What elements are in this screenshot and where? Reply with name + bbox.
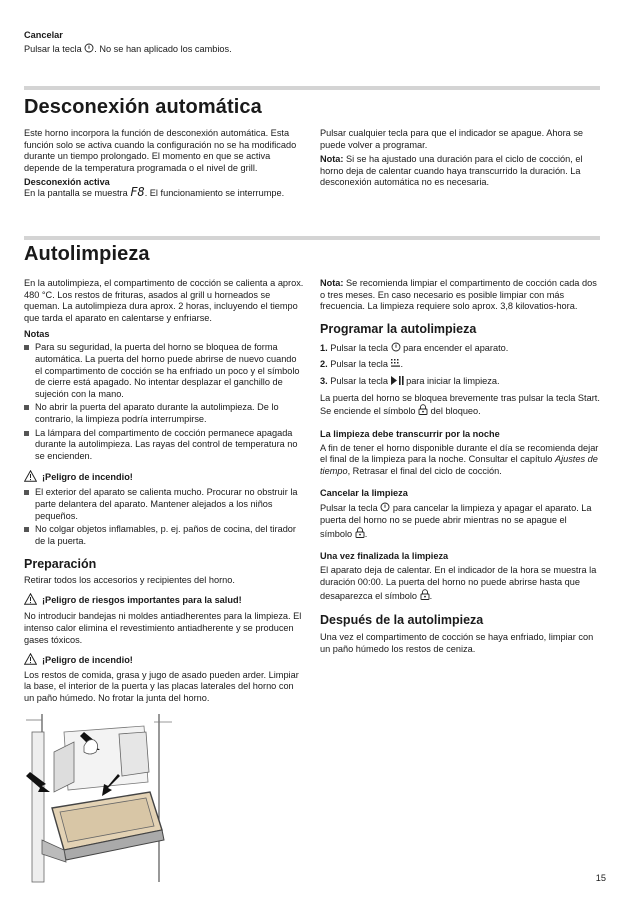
page-number: 15 [595,873,606,883]
desconexion-left [24,128,306,200]
warning-fire-2: ¡Peligro de incendio! [24,653,306,667]
list-item: La lámpara del compartimento de cocción permanece apagada durante la autolimpieza. Las rayas del control de temperatura no se encienden. [24,428,306,463]
oven-cleaning-illustration [24,712,174,887]
warning-health: ¡Peligro de riesgos importantes para la salud! [24,593,306,607]
section-divider [24,86,600,90]
cancelar-limpieza-text: Pulsar la tecla para cancelar la limpieza y apagar el aparato. La puerta del horno no se puede abrir mientras no se apague el símbolo . [320,502,600,542]
despues-text: Una vez el compartimento de cocción se haya enfriado, limpiar con un paño húmedo los restos de ceniza. [320,632,594,654]
list-item: El exterior del aparato se calienta mucho. Procurar no obstruir la parte delantera del aparato. Mantener alejados a los niños pequeños. [24,487,306,522]
lock-icon [420,589,430,604]
step-3: 3. Pulsar la tecla para iniciar la limpieza. [320,376,600,389]
warning-icon [24,593,37,607]
desconexion-activa-title: Desconexión activa [24,177,110,188]
cancelar-text: Pulsar la tecla . No se han aplicado los cambios. [24,43,424,57]
list-item: No colgar objetos inflamables, p. ej. paños de cocina, del tirador de la puerta. [24,524,306,547]
warning-icon [24,470,37,484]
despues-title: Después de la autolimpieza [320,613,484,628]
cancelar-title: Cancelar [24,30,63,40]
desconexion-paragraph: Este horno incorpora la función de desconexión automática. Esta función solo se activa cuando la configuración no se ha modificado durante un tiempo prolongado. El momento en que se activa depende de la temperatura programada o el nivel de grill. [24,128,297,173]
power-icon [391,342,401,356]
section-divider [24,236,600,240]
start-pause-icon [391,376,404,389]
cancelar-limpieza-title: Cancelar la limpieza [320,487,408,498]
notas-title: Notas [24,329,50,340]
warning-fire-1: ¡Peligro de incendio! [24,470,306,484]
autolimpieza-right [320,278,600,655]
list-item: Para su seguridad, la puerta del horno se bloquea de forma automática. La puerta del horno puede abrirse de nuevo cuando el compartimento de cocción se ha enfriado un poco y el símbolo de cierre está apagado. No intentar desplazar el ganchillo de sujeción con la mano. [24,342,306,400]
lock-icon [355,527,365,542]
desconexion-activa-text: En la pantalla se muestra F8. El funcionamiento se interrumpe. [24,185,285,200]
finalizada-title: Una vez finalizada la limpieza [320,551,449,562]
self-clean-icon [391,359,401,372]
autolimpieza-note: Nota: Se recomienda limpiar el compartimento de cocción cada dos o tres meses. En caso necesario es posible limpiar con más frecuencia. La limpieza requiere solo aprox. 3,8 kilovatios-hora. [320,278,597,312]
step-2: 2. Pulsar la tecla . [320,359,600,372]
preparacion-title: Preparación [24,557,97,572]
desconexion-right [320,128,600,189]
preparacion-text: Retirar todos los accesorios y recipientes del horno. [24,575,235,586]
warning-icon [24,653,37,667]
autolimpieza-intro: En la autolimpieza, el compartimento de cocción se calienta a aprox. 480 °C. Los restos de frituras, asados al grill u horneados se queman. La autolimpieza dura aprox. 2 horas, incluyendo el tiempo que tarda el aparato en calentarse y enfriarse. [24,278,304,323]
autolimpieza-left [24,278,306,705]
display-code: F8 [130,185,145,200]
cancelar-section [24,30,424,57]
power-icon [380,502,390,516]
programar-title: Programar la autolimpieza [320,321,477,336]
warning-fire-2-text: Los restos de comida, grasa y jugo de asado pueden arder. Limpiar la base, el interior de la puerta y las placas laterales del horno con un paño húmedo. No frotar la junta del horno. [24,669,299,703]
desconexion-right-paragraph: Pulsar cualquier tecla para que el indicador se apague. Ahora se puede volver a programar. [320,128,584,150]
finalizada-text: El aparato deja de calentar. En el indicador de la hora se muestra la duración 00:00. La puerta del horno no puede abrirse hasta que desaparezca el símbolo . [320,565,600,603]
list-item: No abrir la puerta del aparato durante la autolimpieza. De lo contrario, la limpieza podría interrumpirse. [24,402,306,425]
power-icon [84,43,94,57]
warning-health-text: No introducir bandejas ni moldes antiadherentes para la limpieza. El intenso calor elimina el revestimiento antiadherente y se producen gases tóxicos. [24,610,302,646]
programar-after-text: La puerta del horno se bloquea brevemente tras pulsar la tecla Start. Se enciende el símbolo del bloqueo. [320,393,600,419]
desconexion-note: Nota: Si se ha ajustado una duración para el ciclo de cocción, el horno deja de calentar cuando haya transcurrido la duración. La desconexión automática no es necesaria. [320,154,583,188]
autolimpieza-title: Autolimpieza [24,243,150,265]
noche-title: La limpieza debe transcurrir por la noche [320,428,500,439]
desconexion-title: Desconexión automática [24,96,262,118]
noche-text: A fin de tener el horno disponible durante el día se recomienda dejar el final de la limpieza para la noche. Consultar el capítulo Ajustes de tiempo, Retrasar el final del ciclo de cocción. [320,442,599,476]
lock-icon [418,404,428,419]
step-1: 1. Pulsar la tecla para encender el aparato. [320,342,600,356]
